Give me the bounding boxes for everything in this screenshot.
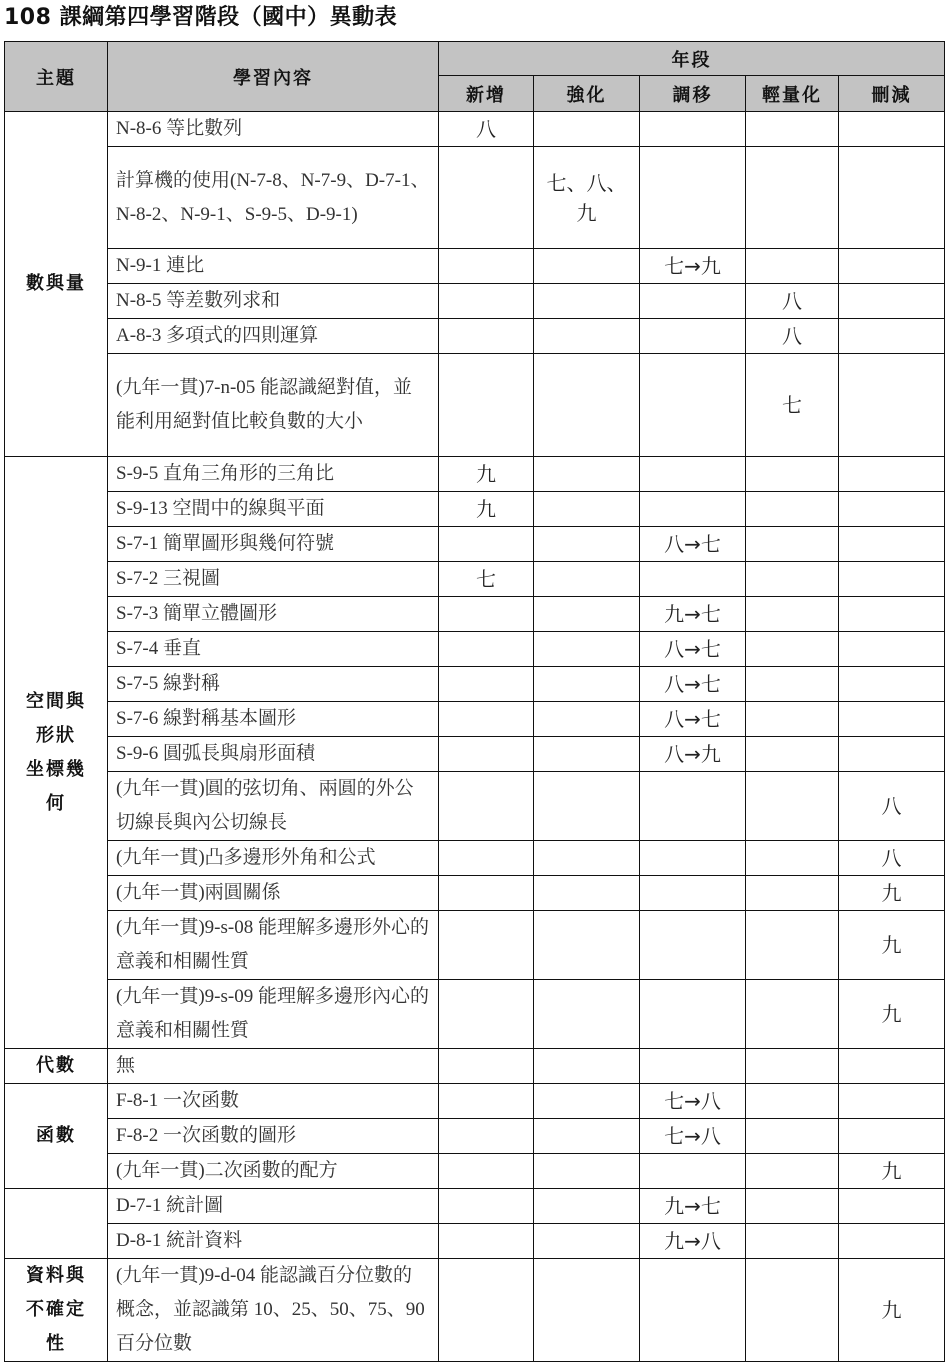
topic-label: 函數 <box>36 1125 76 1146</box>
grade-cell-strengthen <box>534 112 640 147</box>
grade-mark: 八 <box>881 794 902 818</box>
grade-cell-strengthen <box>534 1189 640 1224</box>
grade-cell-move <box>640 632 746 667</box>
grade-mark: 九 <box>881 933 902 957</box>
grade-cell-move <box>640 284 746 319</box>
grade-mark: 九 <box>476 462 496 486</box>
grade-cell-move <box>640 457 746 492</box>
content-cell: (九年一貫)9-s-08 能理解多邊形外心的意義和相關性質 <box>108 911 439 980</box>
grade-mark: 九 <box>881 1002 902 1026</box>
grade-mark: 八→七 <box>664 672 721 696</box>
grade-cell-lighten <box>746 597 839 632</box>
table-row <box>5 354 945 457</box>
grade-cell-lighten <box>746 112 839 147</box>
grade-cell-add <box>439 1084 534 1119</box>
grade-cell-delete <box>839 457 945 492</box>
grade-cell-delete <box>839 911 945 980</box>
content-cell: S-7-4 垂直 <box>108 632 439 667</box>
topic-cell <box>5 457 108 1049</box>
grade-cell-strengthen <box>534 354 640 457</box>
header-grade-group: 年段 <box>439 42 945 76</box>
grade-mark: 九 <box>881 1298 902 1322</box>
grade-mark: 八→七 <box>664 707 721 731</box>
header-add: 新增 <box>439 76 534 112</box>
grade-cell-delete <box>839 702 945 737</box>
grade-cell-strengthen <box>534 1119 640 1154</box>
grade-cell-add <box>439 911 534 980</box>
content-cell: S-9-13 空間中的線與平面 <box>108 492 439 527</box>
grade-mark: 七→八 <box>664 1124 721 1148</box>
grade-cell-strengthen <box>534 1259 640 1362</box>
grade-cell-move <box>640 492 746 527</box>
content-cell: S-7-5 線對稱 <box>108 667 439 702</box>
grade-cell-lighten <box>746 1119 839 1154</box>
grade-cell-lighten <box>746 1154 839 1189</box>
grade-mark: 九→八 <box>664 1229 721 1253</box>
grade-mark: 八 <box>881 846 902 870</box>
grade-cell-lighten <box>746 772 839 841</box>
grade-cell-delete <box>839 527 945 562</box>
grade-cell-add <box>439 737 534 772</box>
grade-cell-lighten <box>746 147 839 249</box>
content-cell: D-7-1 統計圖 <box>108 1189 439 1224</box>
grade-cell-add <box>439 632 534 667</box>
grade-cell-move <box>640 319 746 354</box>
grade-cell-add <box>439 112 534 147</box>
grade-cell-delete <box>839 492 945 527</box>
content-cell: (九年一貫)凸多邊形外角和公式 <box>108 841 439 876</box>
grade-mark: 九→七 <box>664 1194 721 1218</box>
content-cell: N-8-5 等差數列求和 <box>108 284 439 319</box>
grade-cell-add <box>439 492 534 527</box>
grade-cell-delete <box>839 632 945 667</box>
grade-cell-add <box>439 702 534 737</box>
grade-cell-move <box>640 876 746 911</box>
table-row <box>5 841 945 876</box>
grade-cell-delete <box>839 876 945 911</box>
grade-mark: 九→七 <box>664 602 721 626</box>
content-cell: (九年一貫)圓的弦切角、兩圓的外公切線長與內公切線長 <box>108 772 439 841</box>
table-row <box>5 911 945 980</box>
content-cell: (九年一貫)二次函數的配方 <box>108 1154 439 1189</box>
topic-label: 空間與 形狀 坐標幾 何 <box>26 690 86 814</box>
content-cell: N-9-1 連比 <box>108 249 439 284</box>
grade-cell-delete <box>839 667 945 702</box>
table-row <box>5 597 945 632</box>
grade-cell-lighten <box>746 1084 839 1119</box>
grade-cell-delete <box>839 1049 945 1084</box>
grade-cell-add <box>439 562 534 597</box>
grade-cell-delete <box>839 1119 945 1154</box>
grade-cell-lighten <box>746 492 839 527</box>
grade-cell-delete <box>839 319 945 354</box>
content-cell: A-8-3 多項式的四則運算 <box>108 319 439 354</box>
grade-cell-add <box>439 354 534 457</box>
grade-cell-lighten <box>746 354 839 457</box>
grade-cell-move <box>640 1224 746 1259</box>
grade-cell-move <box>640 772 746 841</box>
header-delete: 刪減 <box>839 76 945 112</box>
grade-cell-delete <box>839 841 945 876</box>
grade-mark: 八→七 <box>664 637 721 661</box>
grade-cell-strengthen <box>534 147 640 249</box>
grade-cell-strengthen <box>534 980 640 1049</box>
grade-cell-add <box>439 980 534 1049</box>
table-row <box>5 667 945 702</box>
topic-cell <box>5 1049 108 1084</box>
grade-cell-strengthen <box>534 702 640 737</box>
grade-cell-strengthen <box>534 1084 640 1119</box>
grade-cell-add <box>439 527 534 562</box>
grade-cell-strengthen <box>534 632 640 667</box>
grade-cell-delete <box>839 1189 945 1224</box>
grade-cell-strengthen <box>534 527 640 562</box>
table-row <box>5 112 945 147</box>
grade-mark: 九 <box>476 497 496 521</box>
table-row <box>5 980 945 1049</box>
grade-cell-move <box>640 911 746 980</box>
grade-cell-strengthen <box>534 911 640 980</box>
content-cell: D-8-1 統計資料 <box>108 1224 439 1259</box>
table-row <box>5 876 945 911</box>
topic-cell <box>5 1189 108 1259</box>
grade-cell-lighten <box>746 911 839 980</box>
grade-cell-add <box>439 1224 534 1259</box>
grade-cell-add <box>439 147 534 249</box>
grade-mark: 九 <box>881 1159 902 1183</box>
header-move: 調移 <box>640 76 746 112</box>
grade-mark: 九 <box>881 881 902 905</box>
grade-cell-strengthen <box>534 737 640 772</box>
table-row <box>5 457 945 492</box>
grade-cell-delete <box>839 597 945 632</box>
table-row <box>5 562 945 597</box>
topic-label: 代數 <box>36 1055 76 1076</box>
grade-cell-add <box>439 597 534 632</box>
grade-cell-add <box>439 667 534 702</box>
table-row <box>5 319 945 354</box>
table-row <box>5 772 945 841</box>
change-table <box>4 41 945 1362</box>
grade-cell-lighten <box>746 702 839 737</box>
grade-cell-move <box>640 667 746 702</box>
grade-cell-move <box>640 562 746 597</box>
grade-cell-delete <box>839 354 945 457</box>
grade-cell-add <box>439 1119 534 1154</box>
grade-cell-delete <box>839 112 945 147</box>
grade-cell-move <box>640 1189 746 1224</box>
grade-cell-strengthen <box>534 876 640 911</box>
grade-cell-move <box>640 597 746 632</box>
grade-mark: 七 <box>782 393 802 417</box>
grade-cell-move <box>640 527 746 562</box>
page-title: 108 課綱第四學習階段（國中）異動表 <box>4 5 398 30</box>
grade-cell-lighten <box>746 319 839 354</box>
grade-cell-add <box>439 1189 534 1224</box>
topic-label: 數與量 <box>26 273 86 294</box>
grade-cell-strengthen <box>534 249 640 284</box>
grade-mark: 八 <box>476 117 496 141</box>
topic-label: 資料與 不確定 性 <box>26 1265 86 1354</box>
grade-cell-lighten <box>746 284 839 319</box>
grade-cell-lighten <box>746 876 839 911</box>
table-row <box>5 492 945 527</box>
topic-cell <box>5 1259 108 1362</box>
grade-cell-lighten <box>746 1189 839 1224</box>
table-row <box>5 702 945 737</box>
grade-cell-delete <box>839 1259 945 1362</box>
content-cell: (九年一貫)9-d-04 能認識百分位數的概念，並認識第 10、25、50、75、90 百分位數 <box>108 1259 439 1362</box>
content-cell: (九年一貫)9-s-09 能理解多邊形內心的意義和相關性質 <box>108 980 439 1049</box>
table-row <box>5 1259 945 1362</box>
grade-cell-strengthen <box>534 1154 640 1189</box>
grade-cell-add <box>439 249 534 284</box>
grade-cell-delete <box>839 1224 945 1259</box>
content-cell: S-9-6 圓弧長與扇形面積 <box>108 737 439 772</box>
grade-cell-delete <box>839 980 945 1049</box>
grade-cell-lighten <box>746 1259 839 1362</box>
grade-cell-strengthen <box>534 597 640 632</box>
grade-cell-lighten <box>746 562 839 597</box>
grade-cell-move <box>640 249 746 284</box>
grade-cell-delete <box>839 1084 945 1119</box>
table-row <box>5 1189 945 1224</box>
content-cell: S-7-1 簡單圖形與幾何符號 <box>108 527 439 562</box>
grade-cell-strengthen <box>534 1049 640 1084</box>
grade-cell-add <box>439 1049 534 1084</box>
grade-cell-move <box>640 737 746 772</box>
grade-cell-move <box>640 1049 746 1084</box>
grade-mark: 七、八、九 <box>546 170 627 225</box>
grade-cell-lighten <box>746 632 839 667</box>
header-strengthen: 強化 <box>534 76 640 112</box>
content-cell: N-8-6 等比數列 <box>108 112 439 147</box>
grade-cell-delete <box>839 1154 945 1189</box>
content-cell: 無 <box>108 1049 439 1084</box>
grade-mark: 七→九 <box>664 254 721 278</box>
header-content: 學習內容 <box>108 42 439 112</box>
table-row <box>5 1224 945 1259</box>
grade-cell-lighten <box>746 667 839 702</box>
grade-cell-move <box>640 841 746 876</box>
grade-cell-move <box>640 1259 746 1362</box>
grade-cell-add <box>439 457 534 492</box>
grade-cell-add <box>439 876 534 911</box>
grade-cell-add <box>439 319 534 354</box>
table-row <box>5 284 945 319</box>
grade-cell-lighten <box>746 737 839 772</box>
content-cell: (九年一貫)兩圓關係 <box>108 876 439 911</box>
table-row <box>5 249 945 284</box>
grade-cell-strengthen <box>534 667 640 702</box>
grade-cell-strengthen <box>534 457 640 492</box>
grade-cell-delete <box>839 284 945 319</box>
content-cell: F-8-2 一次函數的圖形 <box>108 1119 439 1154</box>
table-row <box>5 1119 945 1154</box>
grade-cell-move <box>640 1084 746 1119</box>
table-row <box>5 147 945 249</box>
grade-cell-delete <box>839 562 945 597</box>
topic-cell <box>5 1084 108 1189</box>
grade-cell-add <box>439 1259 534 1362</box>
grade-cell-lighten <box>746 841 839 876</box>
grade-cell-strengthen <box>534 284 640 319</box>
grade-cell-move <box>640 980 746 1049</box>
grade-cell-move <box>640 1119 746 1154</box>
grade-cell-strengthen <box>534 1224 640 1259</box>
grade-cell-move <box>640 1154 746 1189</box>
table-row <box>5 737 945 772</box>
content-cell: 計算機的使用(N-7-8、N-7-9、D-7-1、N-8-2、N-9-1、S-9-5、D-9-1) <box>108 147 439 249</box>
grade-mark: 八 <box>782 324 802 348</box>
grade-cell-strengthen <box>534 492 640 527</box>
content-cell: (九年一貫)7-n-05 能認識絕對值，並能利用絕對值比較負數的大小 <box>108 354 439 457</box>
grade-cell-move <box>640 147 746 249</box>
content-cell: F-8-1 一次函數 <box>108 1084 439 1119</box>
grade-cell-move <box>640 354 746 457</box>
grade-cell-delete <box>839 737 945 772</box>
grade-cell-add <box>439 772 534 841</box>
grade-mark: 七→八 <box>664 1089 721 1113</box>
grade-cell-move <box>640 112 746 147</box>
table-row <box>5 1049 945 1084</box>
grade-mark: 八→九 <box>664 742 721 766</box>
grade-cell-add <box>439 1154 534 1189</box>
grade-cell-lighten <box>746 457 839 492</box>
grade-cell-lighten <box>746 1049 839 1084</box>
grade-cell-delete <box>839 249 945 284</box>
grade-mark: 七 <box>476 567 496 591</box>
content-cell: S-7-2 三視圖 <box>108 562 439 597</box>
topic-cell <box>5 112 108 457</box>
table-body <box>5 112 945 1362</box>
grade-cell-lighten <box>746 980 839 1049</box>
grade-cell-lighten <box>746 527 839 562</box>
content-cell: S-7-6 線對稱基本圖形 <box>108 702 439 737</box>
grade-cell-strengthen <box>534 319 640 354</box>
header-topic: 主題 <box>5 42 108 112</box>
grade-cell-move <box>640 702 746 737</box>
grade-cell-strengthen <box>534 841 640 876</box>
grade-cell-lighten <box>746 1224 839 1259</box>
grade-mark: 八→七 <box>664 532 721 556</box>
table-row <box>5 527 945 562</box>
grade-cell-delete <box>839 772 945 841</box>
grade-cell-add <box>439 841 534 876</box>
grade-cell-lighten <box>746 249 839 284</box>
grade-cell-add <box>439 284 534 319</box>
content-cell: S-9-5 直角三角形的三角比 <box>108 457 439 492</box>
grade-cell-delete <box>839 147 945 249</box>
table-row <box>5 1084 945 1119</box>
content-cell: S-7-3 簡單立體圖形 <box>108 597 439 632</box>
grade-mark: 八 <box>782 289 802 313</box>
grade-cell-strengthen <box>534 772 640 841</box>
table-row <box>5 1154 945 1189</box>
grade-cell-strengthen <box>534 562 640 597</box>
header-lighten: 輕量化 <box>746 76 839 112</box>
table-row <box>5 632 945 667</box>
